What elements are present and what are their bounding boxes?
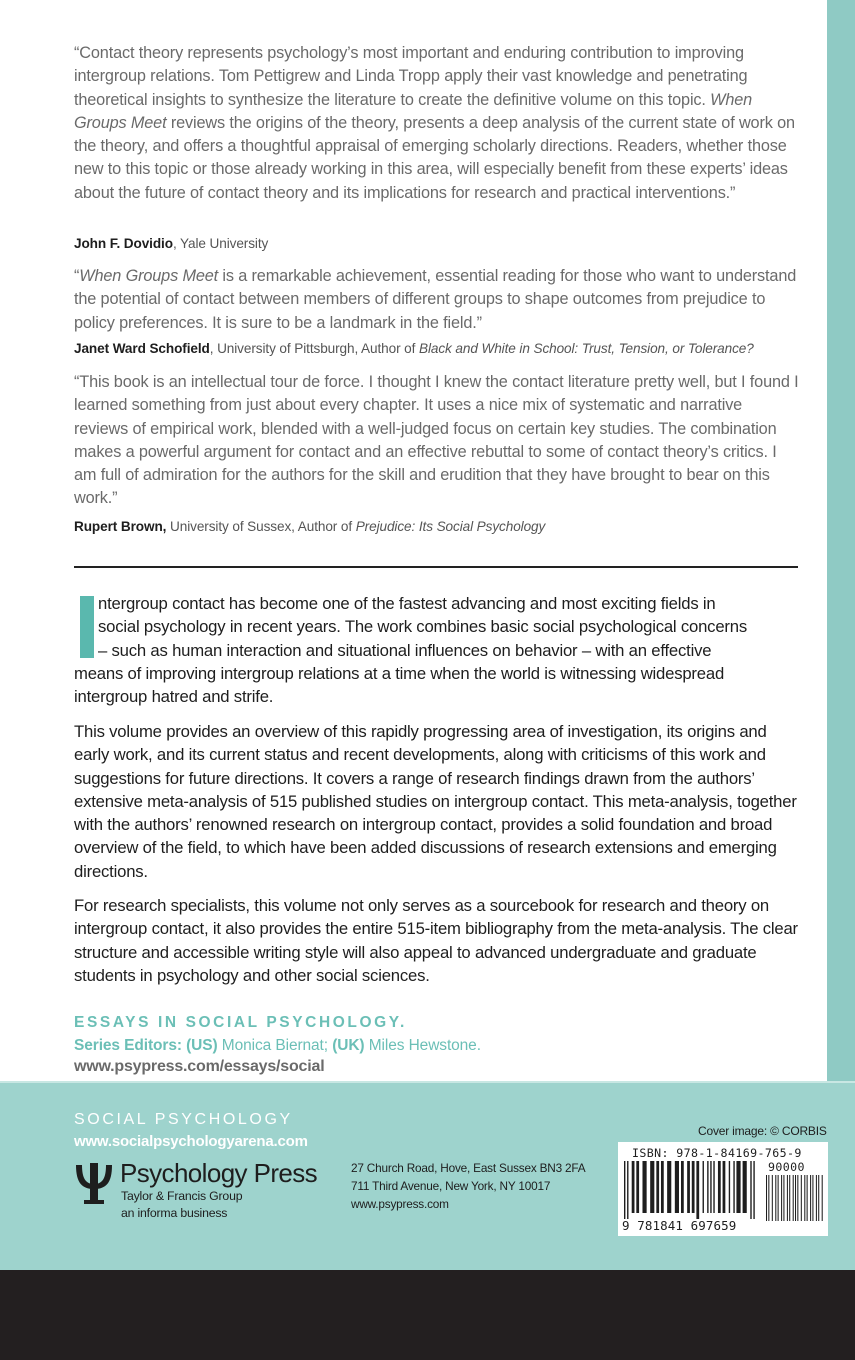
book-title: When Groups Meet <box>74 90 753 132</box>
endorser-name: Janet Ward Schofield <box>74 341 210 356</box>
endorser-name: John F. Dovidio <box>74 236 173 251</box>
section-divider <box>74 566 798 568</box>
ean-number: 9 781841 697659 <box>622 1218 737 1233</box>
description-paragraph-2: This volume provides an overview of this rapidly progressing area of investigation, its origins and early work, and its current status and recent developments, along with criticisms of this work and suggestions for future directions. It covers a range of research findings drawn from the authors’ extensive meta-analysis of 515 published studies on intergroup contact. This meta-analysis, together with the authors’ renowned research on intergroup contact, provides a solid foundation and broad overview of the field, to which have been added discussions of research extensions and emerging directions. <box>74 722 797 881</box>
bottom-dark-area <box>0 1270 855 1360</box>
uk-label: (UK) <box>332 1037 365 1054</box>
publisher-website: www.psypress.com <box>351 1197 449 1211</box>
quote-text: “Contact theory represents psychology’s most important and enduring contribution to improving intergroup relations. Tom Pettigrew and Linda Tropp apply their vast knowledge and penetrating theoretical insights to synthesize the literature to create the definitive volume on this topic. <box>74 44 748 109</box>
category-url: www.socialpsychologyarena.com <box>74 1133 308 1150</box>
publisher-parent: an informa business <box>121 1206 228 1220</box>
barcode-addon-bars <box>766 1175 824 1227</box>
endorser-book: Black and White in School: Trust, Tension, or Tolerance? <box>419 341 754 356</box>
address-us: 711 Third Avenue, New York, NY 10017 <box>351 1179 551 1193</box>
series-editors <box>74 1037 481 1055</box>
quote-text: reviews the origins of the theory, presents a deep analysis of the current state of work on the theory, and offers a thoughtful appraisal of emerging scholarly directions. Readers, whether those new to this topic or those already working in this area, will especially benefit from these experts’ ideas about the future of contact theory and its implications for research and practical interventions.” <box>74 113 795 202</box>
us-label: (US) <box>186 1037 218 1054</box>
description-line: – such as human interaction and situational influences on behavior – with an effective <box>98 640 712 660</box>
cover-image-credit: Cover image: © CORBIS <box>698 1124 827 1138</box>
quote-text: is a remarkable achievement, essential reading for those who want to understand the potential of contact between members of different groups to shape outcomes from prejudice to policy preferences. It is sure to be a landmark in the field.” <box>74 267 797 332</box>
description-line: social psychology in recent years. The work combines basic social psychological concerns <box>98 617 747 637</box>
endorser-affiliation: , Yale University <box>172 236 269 251</box>
barcode-addon-number: 90000 <box>768 1160 805 1174</box>
description-line: means of improving intergroup relations at a time when the world is witnessing widespread <box>74 663 725 683</box>
book-title: When Groups Meet <box>79 267 219 285</box>
series-url: www.psypress.com/essays/social <box>74 1058 325 1075</box>
quote-text: “ <box>74 267 80 285</box>
series-title: ESSAYS IN SOCIAL PSYCHOLOGY. <box>74 1014 407 1031</box>
publisher-group: Taylor & Francis Group <box>121 1189 243 1203</box>
category-label: SOCIAL PSYCHOLOGY <box>74 1111 293 1128</box>
publisher-name: Psychology Press <box>120 1158 318 1188</box>
spine-edge-strip <box>827 0 855 1081</box>
endorser-affiliation: , University of Pittsburgh, Author of <box>209 341 420 356</box>
us-editor: Monica Biernat; <box>217 1037 333 1054</box>
address-uk: 27 Church Road, Hove, East Sussex BN3 2FA <box>351 1161 586 1175</box>
endorser-name: Rupert Brown, <box>74 519 167 534</box>
endorsement-attribution-brown <box>74 518 834 536</box>
barcode <box>618 1142 828 1236</box>
description-paragraph-3: For research specialists, this volume not only serves as a sourcebook for research and theory on intergroup contact, it also provides the entire 515-item bibliography from the meta-analysis. The clear structure and accessible writing style will also appeal to advanced undergraduate and graduate students in psychology and other social sciences. <box>74 896 798 985</box>
psi-logo-icon <box>72 1161 116 1205</box>
endorsement-quote-dovidio <box>74 42 800 205</box>
description-line: intergroup hatred and strife. <box>74 687 274 707</box>
endorsement-attribution-schofield <box>74 340 834 358</box>
series-editors-prefix: Series Editors: <box>74 1037 187 1054</box>
footer-band-edge <box>0 1081 855 1083</box>
quote-text: “This book is an intellectual tour de force. I thought I knew the contact literature pretty well, but I found I learned something from just about every chapter. It uses a nice mix of systematic and narrative reviews of empirical work, blended with a well-judged focus on certain key studies. The combination makes a powerful argument for contact and an effective rebuttal to some of contact theory’s critics. I am full of admiration for the authors for the skill and erudition that they have brought to bear on this work.” <box>74 373 799 508</box>
endorser-affiliation: University of Sussex, Author of <box>166 519 356 534</box>
endorsement-quote-brown <box>74 371 800 511</box>
barcode-bars <box>624 1161 758 1219</box>
description-paragraph-1 <box>74 592 800 708</box>
uk-editor: Miles Hewstone. <box>364 1037 481 1054</box>
endorsement-quote-schofield <box>74 265 800 335</box>
description-line: ntergroup contact has become one of the fastest advancing and most exciting fields in <box>98 594 716 613</box>
isbn: ISBN: 978-1-84169-765-9 <box>632 1146 802 1160</box>
endorsement-attribution-dovidio <box>74 235 834 253</box>
endorser-book: Prejudice: Its Social Psychology <box>355 519 546 534</box>
